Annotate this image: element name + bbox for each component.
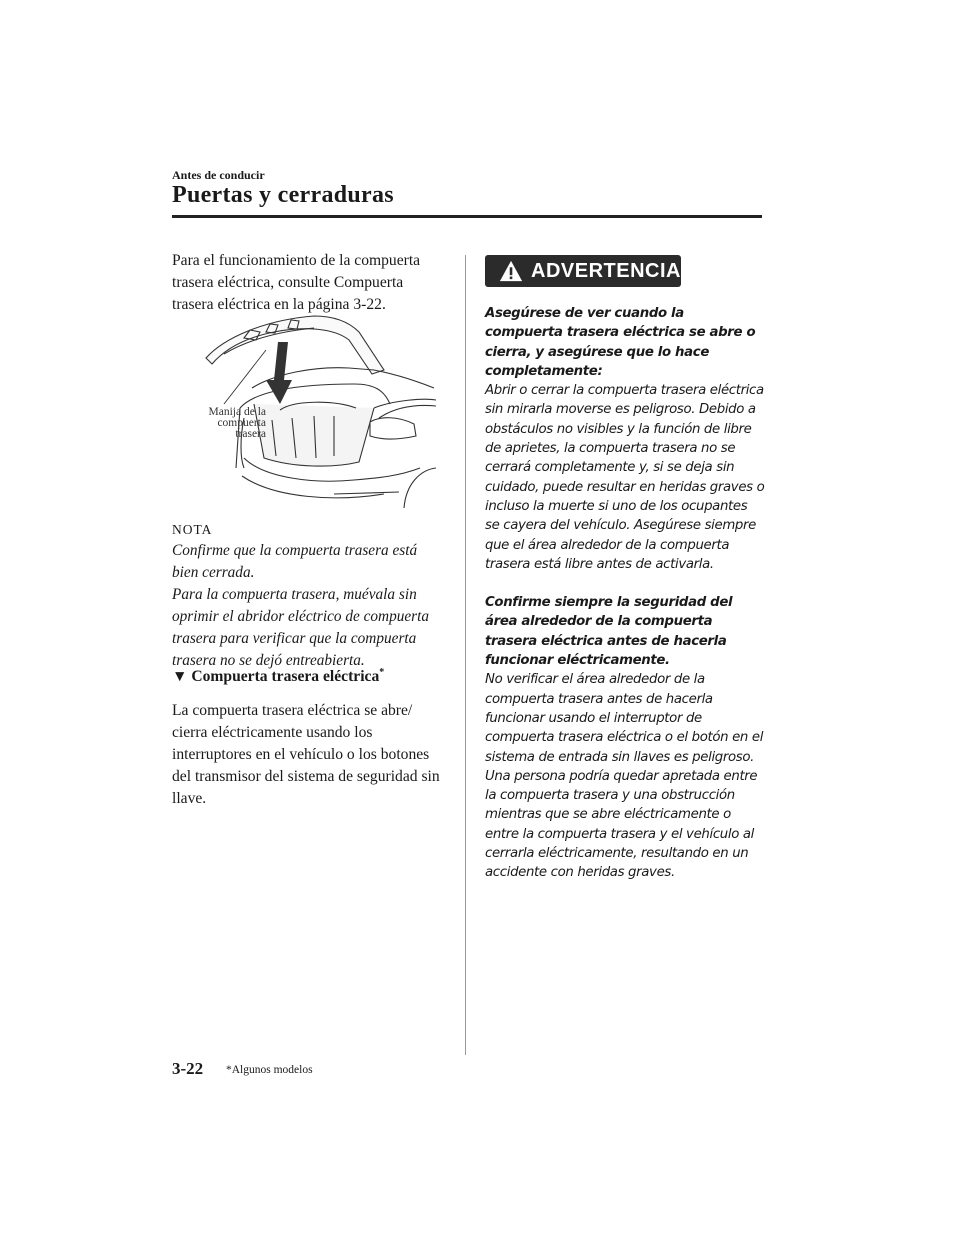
column-divider [465,255,466,1055]
warning-block1-body: Abrir o cerrar la compuerta trasera eléctrica sin mirarla moverse es peligroso. Debido a obstáculos no visibles y la función de libre de aprietes, la compuerta trasera no se cerrará completamente y, si se deja sin cuidado, puede resultar en heridas graves o incluso la muerte si uno de los ocupantes se cayera del vehículo. Asegúrese siempre que el área alrededor de la compuerta trasera está libre antes de activarla. [485,383,765,572]
warning-badge [485,255,681,287]
power-liftgate-text: La compuerta trasera eléctrica se abre/ cierra eléctricamente usando los interruptores en el vehículo o los botones del transmisor del sistema de seguridad sin llave. [172,702,440,807]
warning-block2-body: No verificar el área alrededor de la compuerta trasera antes de hacerla funcionar usando el interruptor de compuerta trasera eléctrica o el botón en el sistema de entrada sin llaves es peligroso. Una persona podría quedar apretada entre la compuerta trasera y una obstrucción mientras que se abre eléctricamente o entre la compuerta trasera y el vehículo al cerrarla eléctricamente, resultando en un accidente con heridas graves. [485,672,764,881]
warning-label: ADVERTENCIA [531,259,681,282]
triangle-down-icon: ▼ [172,668,188,686]
callout-line-3: trasera [235,428,266,440]
section-label: Antes de conducir [172,168,265,182]
handle-callout [186,407,266,440]
nota-line-1: Confirme que la compuerta trasera está bien cerrada. [172,542,418,581]
warning-block1-title: Asegúrese de ver cuando la compuerta trasera eléctrica se abre o cierra, y asegúrese que lo hace completamente: [485,306,756,379]
power-liftgate-paragraph [172,700,450,810]
callout-line-1: Manija de la [208,406,266,418]
warning-triangle-icon [499,259,523,283]
left-column [172,250,444,316]
nota-line-2: Para la compuerta trasera, muévala sin oprimir el abridor eléctrico de compuerta trasera para verificar que la compuerta trasera no se dejó entreabierta. [172,586,430,669]
liftgate-illustration [184,308,436,514]
intro-paragraph: Para el funcionamiento de la compuerta trasera eléctrica, consulte Compuerta trasera eléctrica en la página 3-22. [172,252,421,313]
page-title: Puertas y cerraduras [172,182,394,208]
nota-heading: NOTA [172,522,213,537]
warning-body [485,304,765,883]
footnote: *Algunos modelos [226,1064,313,1076]
warning-block2-title: Confirme siempre la seguridad del área alrededor de la compuerta trasera eléctrica antes de hacerla funcionar eléctricamente. [485,595,733,669]
page-number: 3-22 [172,1059,204,1078]
nota-block [172,522,444,672]
callout-line-2: compuerta [217,417,266,429]
title-rule [172,215,762,218]
subheading [172,667,384,686]
subheading-text: Compuerta trasera eléctrica [191,668,380,686]
asterisk-mark: * [379,667,385,678]
